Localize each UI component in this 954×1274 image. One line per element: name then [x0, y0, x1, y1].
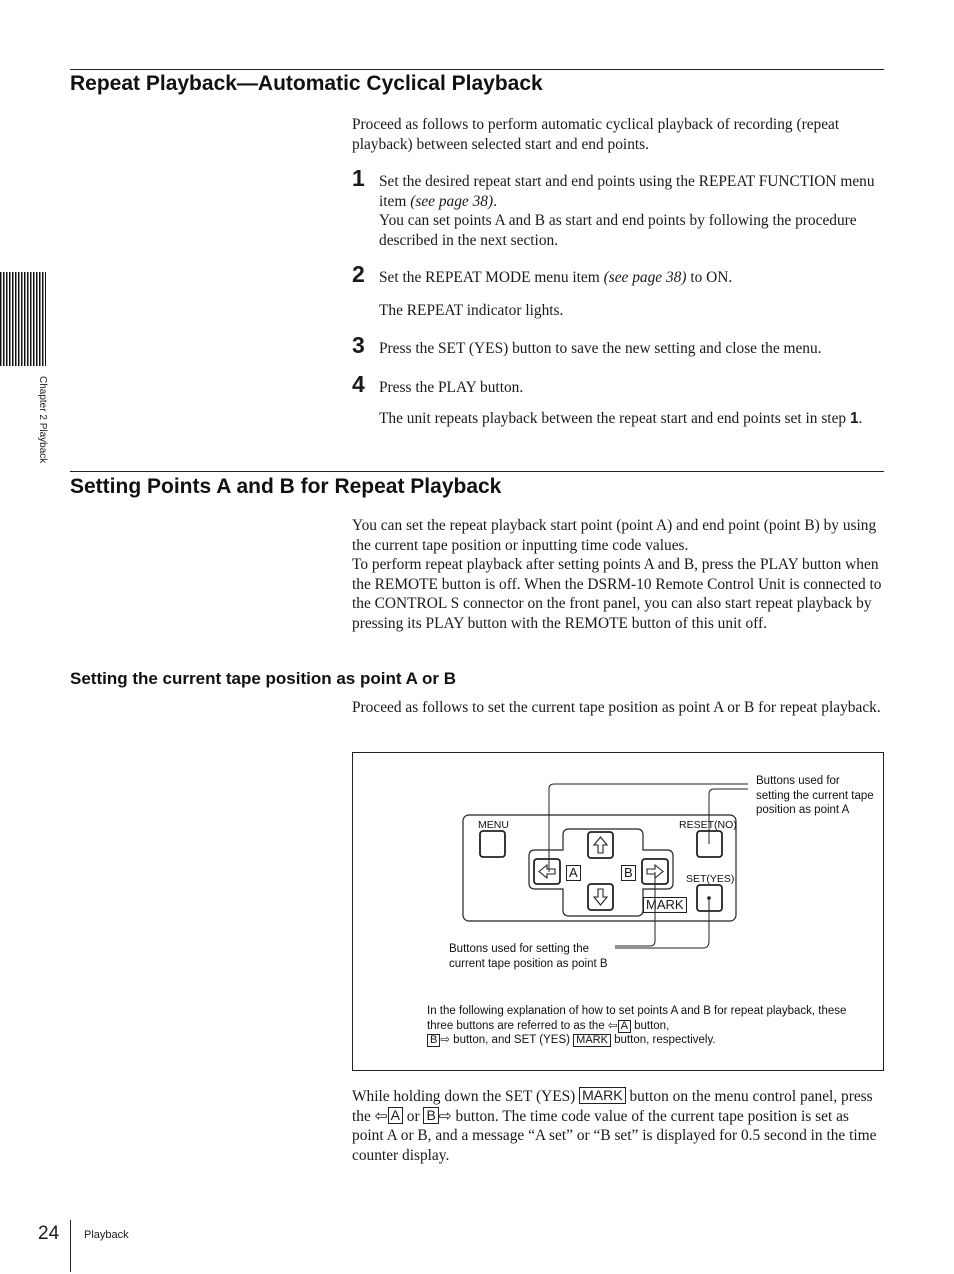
b-key-label: B: [621, 865, 636, 881]
section2-rule: [70, 471, 884, 472]
b-button-ref: B: [423, 1107, 438, 1124]
diagram-note: In the following explanation of how to set points A and B for repeat playback, these three buttons are referred to as the ⇦ A button, B ⇨ button, and SET (YES) MARK button, respectively.: [427, 1005, 847, 1046]
control-panel-diagram: [352, 752, 884, 1071]
footer-section-label: Playback: [84, 1229, 129, 1241]
section2-para1: You can set the repeat playback start point (point A) and end point (point B) by using the current tape position or inputting time code values.: [352, 517, 877, 554]
footer-divider: [70, 1220, 71, 1272]
step-2-text: Set the REPEAT MODE menu item (see page 38) to ON.: [379, 269, 733, 286]
step-4-text: Press the PLAY button.: [379, 379, 524, 396]
final-paragraph: While holding down the SET (YES) MARK button on the menu control panel, press the ⇦ A or B ⇨ button. The time code value of the current tape position is set as point A or B, and a message “A set” or “B set” is displayed for 0.5 second in the time counter display.: [352, 1087, 877, 1164]
callout-point-b: Buttons used for setting the current tape position as point B: [449, 943, 608, 970]
left-arrow-icon: ⇦: [374, 1107, 388, 1125]
step-3-text: Press the SET (YES) button to save the new setting and close the menu.: [379, 340, 822, 357]
chapter-side-label: Chapter 2 Playback: [37, 376, 48, 464]
right-arrow-icon: ⇨: [438, 1107, 452, 1125]
reset-no-label: RESET(NO): [679, 819, 737, 831]
mark-button-ref: MARK: [579, 1087, 625, 1104]
section1-intro: Proceed as follows to perform automatic cyclical playback of recording (repeat playback) between selected start and end points.: [352, 116, 840, 153]
callout-point-a: Buttons used for setting the current tape position as point A: [756, 775, 874, 816]
menu-label: MENU: [478, 819, 509, 831]
chapter-thumb-tab: [0, 272, 46, 366]
page-number: 24: [38, 1223, 60, 1244]
step-4-number: 4: [352, 371, 365, 397]
right-arrow-icon: ⇨: [440, 1034, 450, 1046]
section-title-setting-points: Setting Points A and B for Repeat Playback: [70, 475, 502, 498]
step-1-text: Set the desired repeat start and end points using the REPEAT FUNCTION menu item (see page 38). You can set points A and B as start and end points by following the procedure described in the next section.: [379, 173, 875, 249]
mark-key-label: MARK: [643, 897, 687, 913]
step-2-note: The REPEAT indicator lights.: [379, 302, 564, 319]
subsection-title: Setting the current tape position as point A or B: [70, 669, 456, 688]
a-key-label: A: [566, 865, 581, 881]
step-2-number: 2: [352, 261, 365, 287]
left-arrow-icon: ⇦: [607, 1019, 618, 1032]
subsection-intro: Proceed as follows to set the current tape position as point A or B for repeat playback.: [352, 699, 881, 716]
section2-para2: To perform repeat playback after setting points A and B, press the PLAY button when the REMOTE button is off. When the DSRM-10 Remote Control Unit is connected to the CONTROL S connector on the front panel, you can also start repeat playback by pressing its PLAY button with the REMOTE button of this unit off.: [352, 556, 882, 632]
step-1-number: 1: [352, 165, 365, 191]
set-yes-label: SET(YES): [686, 873, 735, 885]
top-rule: [70, 69, 884, 70]
step-3-number: 3: [352, 332, 365, 358]
step-4-note: The unit repeats playback between the repeat start and end points set in step 1.: [379, 410, 863, 427]
section-title-repeat-playback: Repeat Playback—Automatic Cyclical Playback: [70, 72, 543, 95]
a-button-ref: A: [388, 1107, 403, 1124]
